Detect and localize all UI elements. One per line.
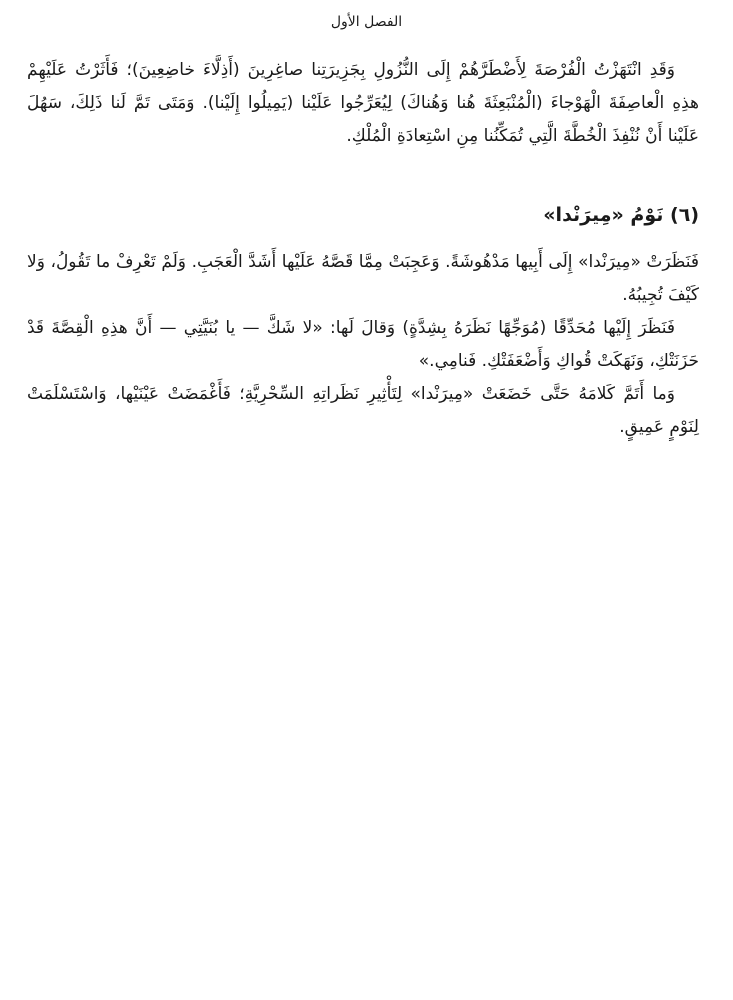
paragraph: فَنَظَرَتْ «مِيرَنْدا» إِلَى أَبِيها مَدْهُوشَةً. وَعَجِبَتْ مِمَّا قَصَّهُ عَلَيْها أَشَدَّ الْعَجَبِ. وَلَمْ تَعْرِفْ ما تَقُولُ، وَلا كَيْفَ تُجِيبُهُ. — [27, 252, 699, 305]
paragraph: وَما أَتَمَّ كَلامَهُ حَتَّى خَضَعَتْ «مِيرَنْدا» لِتَأْثِيرِ نَظَراتِهِ السِّحْرِيَّةِ؛ فَأَغْمَضَتْ عَيْنَيْها، وَاسْتَسْلَمَتْ لِنَوْمٍ عَمِيقٍ. — [27, 384, 699, 437]
section-text-block — [27, 246, 699, 444]
section-title: نَوْمُ «مِيرَنْدا» — [543, 204, 664, 226]
opening-text-block — [27, 54, 699, 153]
section-number: (٦) — [670, 204, 699, 226]
chapter-running-header: الفصل الأول — [330, 14, 403, 30]
paragraph: فَنَظَرَ إِلَيْها مُحَدِّقًا (مُوَجِّهًا نَظَرَهُ بِشِدَّةٍ) وَقالَ لَها: «لا شَكَّ — يا بُنَيَّتِي — أَنَّ هذِهِ الْقِصَّةَ قَدْ حَزَنَتْكِ، وَنَهَكَتْ قُواكِ وَأَضْعَفَتْكِ. فَنامِي.» — [27, 318, 699, 371]
paragraph: وَقَدِ انْتَهَزْتُ الْفُرْصَةَ لِأَضْطَرَّهُمْ إِلَى النُّزُولِ بِجَزِيرَتِنا صاغِرِينَ (أَذِلَّاءَ خاضِعِينَ)؛ فَأَثَرْتُ عَلَيْهِمْ هذِهِ الْعاصِفَةَ الْهَوْجاءَ (الْمُنْبَعِثَةَ هُنا وَهُناكَ) لِيُعَرِّجُوا عَلَيْنا (يَمِيلُوا إِلَيْنا). وَمَتَى تَمَّ لَنا ذَلِكَ، سَهُلَ عَلَيْنا أَنْ نُنْفِذَ الْخُطَّةَ الَّتِي تُمَكِّنُنا مِنِ اسْتِعادَةِ الْمُلْكِ. — [27, 60, 699, 146]
section-heading — [27, 200, 699, 230]
